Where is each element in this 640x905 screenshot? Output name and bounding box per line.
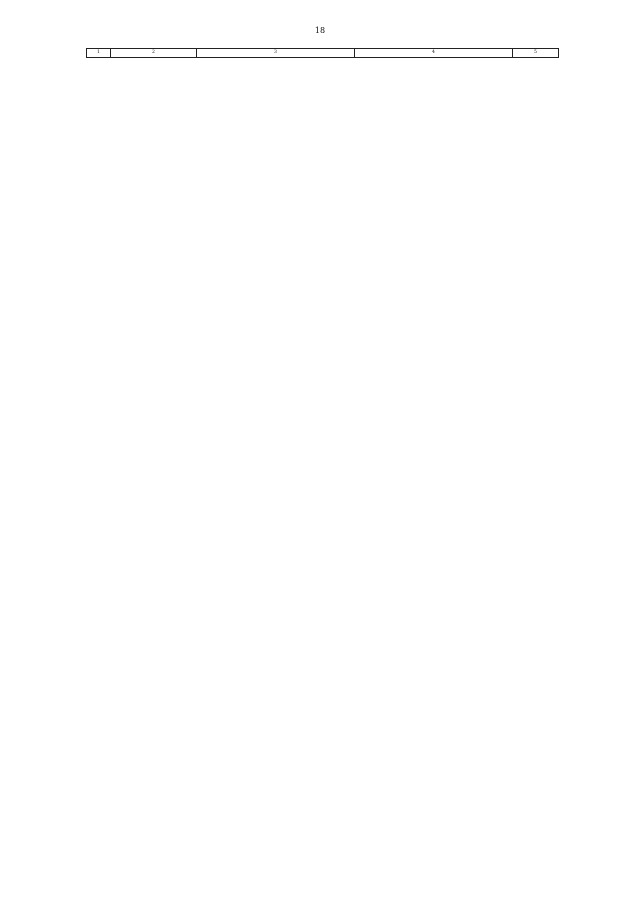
- table-header-row: [87, 49, 559, 58]
- header-cell: 4: [355, 49, 513, 58]
- header-cell: 3: [197, 49, 355, 58]
- header-cell: 5: [513, 49, 559, 58]
- page-number: 18: [314, 26, 326, 35]
- header-cell: 1: [87, 49, 111, 58]
- header-cell: 2: [111, 49, 197, 58]
- schedule-table: [86, 48, 559, 58]
